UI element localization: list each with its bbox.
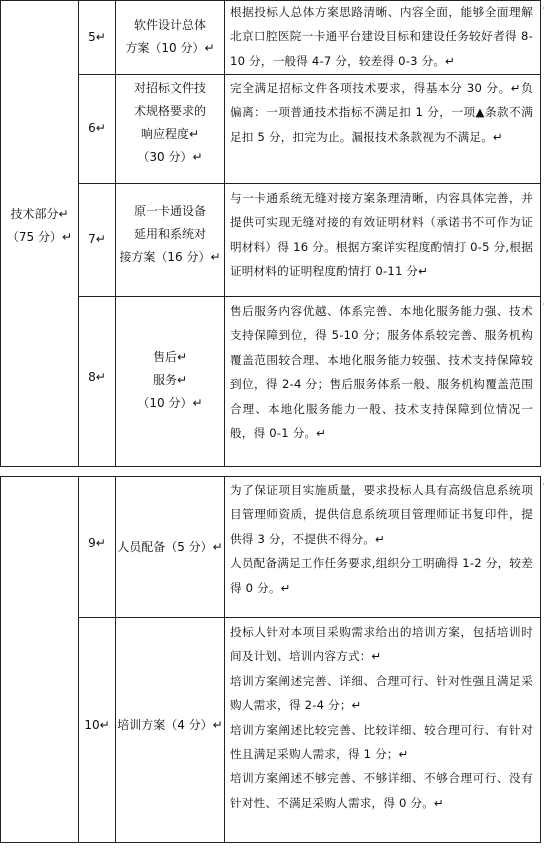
column-divider: [224, 0, 225, 467]
scoring-criteria: 为了保证项目实施质量，要求投标人具有高级信息系统项目管理师资质，提供信息系统项目管理师证书复印件，提供得 3 分，不提供不得分。↵ 人员配备满足工作任务要求,组织分工明确得 1-2 分，较差得 0 分。↵: [230, 483, 533, 595]
row-number: 8↵: [88, 370, 106, 384]
row-number: 9↵: [88, 536, 106, 550]
section-label: [1, 203, 78, 249]
scoring-item: 售后↵ 服务↵ （10 分）↵: [137, 350, 203, 410]
table-border: [0, 842, 541, 843]
scoring-item: 人员配备（5 分）↵: [117, 540, 223, 554]
table-border: [0, 476, 541, 477]
section-score: （75 分）↵: [6, 230, 73, 244]
scoring-criteria: 投标人针对本项目采购需求给出的培训方案，包括培训时间及计划、培训内容方式：↵ 培训方案阐述完善、详细、合理可行、针对性强且满足采购人需求，得 2-4 分；↵ 培训方案阐述比较完善、比较详细、较合理可行、有针对性且满足采购人需求，得 1 分；↵ 培训方案阐述不够完善、不够详细、不够合理可行、没有针对性、不满足采购人需求，得 0 分。↵: [230, 625, 533, 810]
row-divider: [78, 617, 541, 618]
table-border: [540, 0, 541, 467]
scoring-criteria: 售后服务内容优越、体系完善、本地化服务能力强、技术支持保障到位，得 5-10 分；服务体系较完善、服务机构覆盖范围较合理、本地化服务能力较强、技术支持保障较到位，得 2-4 分；售后服务体系一般、服务机构覆盖范围合理、本地化服务能力一般、技术支持保障到位情况一般，得 0-1 分。↵: [230, 304, 533, 441]
row-divider: [78, 296, 541, 297]
scoring-item: 软件设计总体 方案（10 分）↵: [125, 18, 215, 55]
row-number: 6↵: [88, 121, 106, 135]
table-border: [540, 476, 541, 843]
row-number: 7↵: [88, 232, 106, 246]
scoring-item: 培训方案（4 分）↵: [117, 718, 223, 732]
scoring-criteria: 完全满足招标文件各项技术要求，得基本分 30 分。↵负偏离：一项普通技术指标不满足扣 1 分，一项▲条款不满足扣 5 分，扣完为止。漏报技术条款视为不满足。↵: [230, 81, 533, 144]
column-divider: [224, 476, 225, 843]
edge-mark: ·: [542, 4, 545, 14]
row-number: 5↵: [88, 30, 106, 44]
scoring-item: 对招标文件技 术规格要求的 响应程度↵ （30 分）↵: [133, 81, 206, 164]
row-divider: [78, 74, 541, 75]
table-border: [0, 476, 1, 843]
edge-mark: ·: [542, 300, 545, 310]
section-title: 技术部分↵: [10, 207, 69, 221]
row-divider: [78, 183, 541, 184]
column-divider: [115, 476, 116, 843]
scoring-criteria: 根据投标人总体方案思路清晰、内容全面，能够全面理解北京口腔医院一卡通平台建设目标和建设任务较好者得 8-10 分，一般得 4-7 分，较差得 0-3 分。↵: [230, 5, 533, 68]
scoring-item: 原一卡通设备 延用和系统对 接方案（16 分）↵: [119, 204, 221, 264]
row-number: 10↵: [84, 718, 110, 732]
scoring-criteria: 与一卡通系统无缝对接方案条理清晰，内容具体完善，并提供可实现无缝对接的有效证明材料（承诺书不可作为证明材料）得 16 分。根据方案详实程度酌情打 0-5 分,根据证明材料的证明程度酌情打 0-11 分↵: [230, 191, 533, 279]
table-border: [0, 466, 541, 467]
edge-mark: ·: [542, 480, 545, 490]
